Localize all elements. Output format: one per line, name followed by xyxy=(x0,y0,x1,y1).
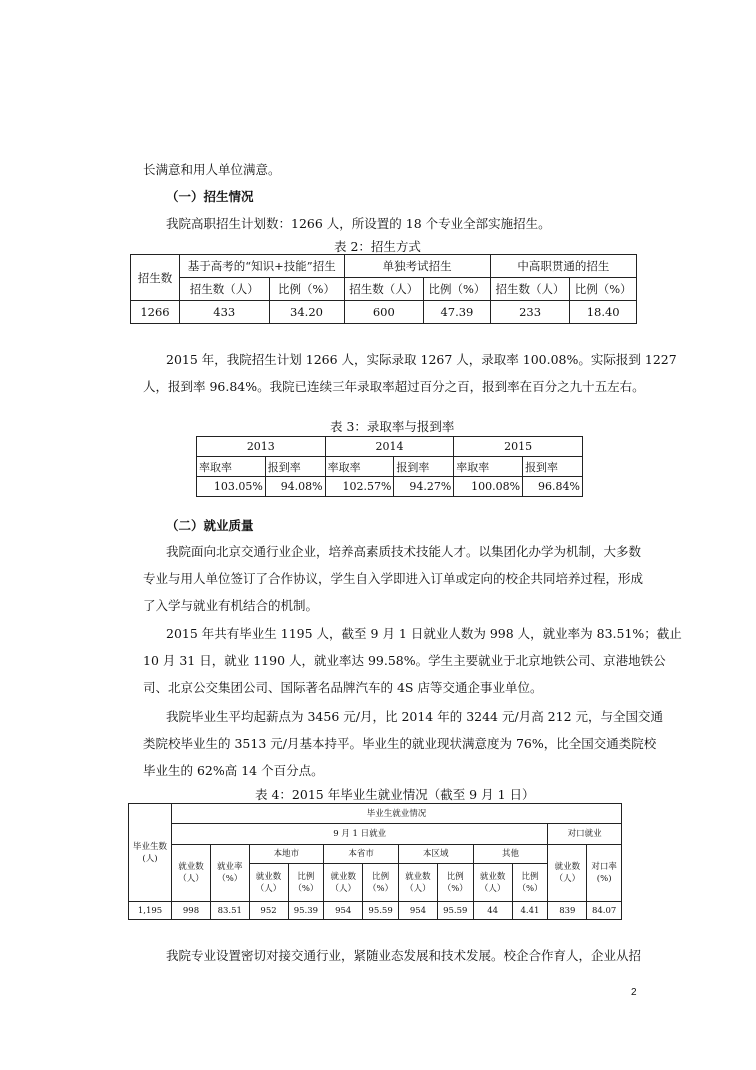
table-cell: 998 xyxy=(172,902,211,920)
section-heading-enrollment: （一）招生情况 xyxy=(166,189,254,204)
paragraph: 了入学与就业有机结合的机制。 xyxy=(143,598,319,613)
page-number: 2 xyxy=(631,987,637,998)
table-header: 基于高考的“知识+技能”招生 xyxy=(180,255,345,278)
table-cell: 95.59 xyxy=(437,902,473,920)
table-header: 对口率(%) xyxy=(587,845,622,902)
table-header: 毕业生数(人) xyxy=(129,804,172,902)
table-caption: 表 4：2015 年毕业生就业情况（截至 9 月 1 日） xyxy=(255,787,535,802)
table-header: 比例（%） xyxy=(424,278,491,301)
paragraph: 我院高职招生计划数：1266 人，所设置的 18 个专业全部实施招生。 xyxy=(166,216,551,231)
table-header: 中高职贯通的招生 xyxy=(490,255,636,278)
paragraph: 专业与用人单位签订了合作协议，学生自入学即进入订单或定向的校企共同培养过程，形成 xyxy=(143,571,644,586)
table-cell: 34.20 xyxy=(269,301,344,324)
paragraph: 我院毕业生平均起薪点为 3456 元/月，比 2014 年的 3244 元/月高 212 元，与全国交通 xyxy=(166,709,664,724)
paragraph: 司、北京公交集团公司、国际著名品牌汽车的 4S 店等交通企事业单位。 xyxy=(143,680,543,695)
table-cell: 433 xyxy=(180,301,270,324)
paragraph: 我院面向北京交通行业企业，培养高素质技术技能人才。以集团化办学为机制，大多数 xyxy=(166,544,642,559)
table-caption: 表 2：招生方式 xyxy=(334,239,421,254)
table-header: 就业数（人） xyxy=(548,845,587,902)
table-cell: 47.39 xyxy=(424,301,491,324)
admission-rate-table xyxy=(196,436,583,497)
section-heading-employment: （二）就业质量 xyxy=(166,518,254,533)
paragraph: 人，报到率 96.84%。我院已连续三年录取率超过百分之百，报到率在百分之九十五左右。 xyxy=(143,379,645,394)
table-header: 本省市 xyxy=(324,845,399,864)
table-header: 就业数（人） xyxy=(473,864,512,902)
table-header: 2014 xyxy=(325,437,454,457)
table-cell: 83.51 xyxy=(210,902,249,920)
paragraph: 毕业生的 62%高 14 个百分点。 xyxy=(143,763,324,778)
table-cell: 96.84% xyxy=(523,477,583,497)
table-header: 招生数 xyxy=(131,255,180,301)
table-cell: 233 xyxy=(490,301,570,324)
table-cell: 84.07 xyxy=(587,902,622,920)
table-header: 2015 xyxy=(454,437,583,457)
enrollment-method-table xyxy=(130,254,637,324)
table-header: 其他 xyxy=(473,845,548,864)
table-header: 就业数（人） xyxy=(324,864,363,902)
table-header: 比例（%） xyxy=(288,864,324,902)
table-header: 单独考试招生 xyxy=(344,255,490,278)
table-cell: 103.05% xyxy=(197,477,266,497)
table-cell: 44 xyxy=(473,902,512,920)
table-cell: 4.41 xyxy=(512,902,548,920)
table-header: 报到率 xyxy=(394,457,454,477)
table-header: 2013 xyxy=(197,437,326,457)
table-header: 率取率 xyxy=(197,457,266,477)
table-cell: 100.08% xyxy=(454,477,523,497)
table-header: 率取率 xyxy=(454,457,523,477)
paragraph: 2015 年，我院招生计划 1266 人，实际录取 1267 人，录取率 100.08%。实际报到 1227 xyxy=(166,352,677,367)
table-header: 比例（%） xyxy=(570,278,637,301)
table-header: 9 月 1 日就业 xyxy=(172,824,548,845)
table-cell: 95.39 xyxy=(288,902,324,920)
table-cell: 952 xyxy=(249,902,288,920)
table-header: 比例（%） xyxy=(437,864,473,902)
table-caption: 表 3：录取率与报到率 xyxy=(330,419,455,434)
table-header: 就业率（%） xyxy=(210,845,249,902)
paragraph: 长满意和用人单位满意。 xyxy=(143,162,281,177)
table-cell: 1266 xyxy=(131,301,180,324)
table-header: 比例（%） xyxy=(512,864,548,902)
table-header: 对口就业 xyxy=(548,824,622,845)
paragraph: 我院专业设置密切对接交通行业，紧随业态发展和技术发展。校企合作育人，企业从招 xyxy=(166,948,642,963)
table-cell: 600 xyxy=(344,301,424,324)
table-header: 就业数（人） xyxy=(249,864,288,902)
table-header: 率取率 xyxy=(325,457,394,477)
table-cell: 102.57% xyxy=(325,477,394,497)
table-cell: 954 xyxy=(398,902,437,920)
employment-table xyxy=(128,803,622,920)
table-header: 报到率 xyxy=(265,457,325,477)
table-header: 招生数（人） xyxy=(180,278,270,301)
table-cell: 954 xyxy=(324,902,363,920)
table-cell: 94.27% xyxy=(394,477,454,497)
table-header: 报到率 xyxy=(523,457,583,477)
table-header: 招生数（人） xyxy=(490,278,570,301)
paragraph: 10 月 31 日，就业 1190 人，就业率达 99.58%。学生主要就业于北京地铁公司、京港地铁公 xyxy=(143,653,666,668)
table-cell: 1,195 xyxy=(129,902,172,920)
table-header: 本地市 xyxy=(249,845,324,864)
table-cell: 18.40 xyxy=(570,301,637,324)
table-header: 比例（%） xyxy=(363,864,399,902)
paragraph: 2015 年共有毕业生 1195 人，截至 9 月 1 日就业人数为 998 人，就业率为 83.51%；截止 xyxy=(166,626,682,641)
table-header: 就业数（人） xyxy=(398,864,437,902)
table-header: 招生数（人） xyxy=(344,278,424,301)
table-header: 比例（%） xyxy=(269,278,344,301)
table-header: 本区域 xyxy=(398,845,473,864)
table-header: 毕业生就业情况 xyxy=(172,804,622,824)
table-cell: 839 xyxy=(548,902,587,920)
paragraph: 类院校毕业生的 3513 元/月基本持平。毕业生的就业现状满意度为 76%，比全国交通类院校 xyxy=(143,736,657,751)
table-cell: 94.08% xyxy=(265,477,325,497)
table-cell: 95.59 xyxy=(363,902,399,920)
table-header: 就业数（人） xyxy=(172,845,211,902)
